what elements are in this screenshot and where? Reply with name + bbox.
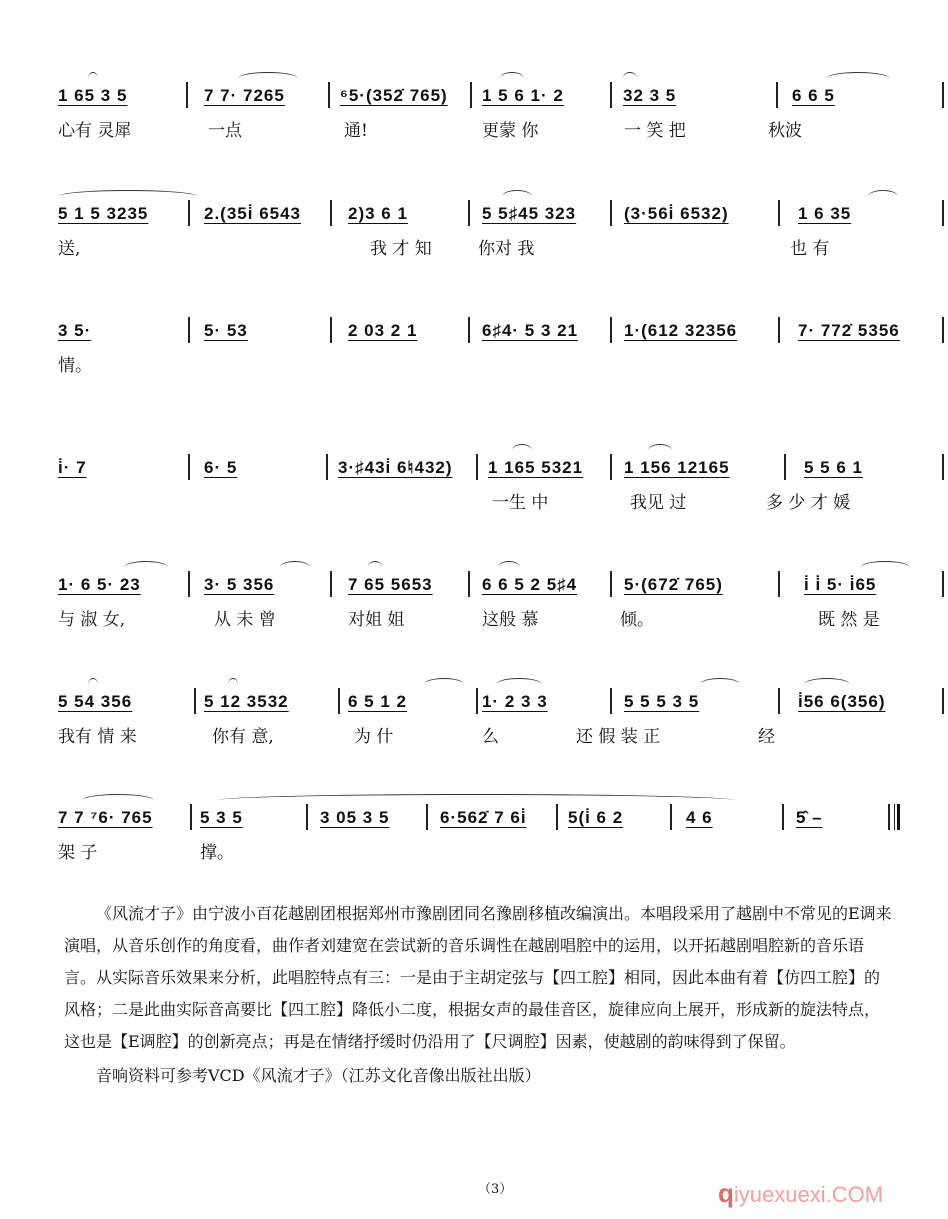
lyric-text: 与 淑 女, bbox=[58, 610, 126, 630]
lyric-text: 你有 意, bbox=[212, 727, 274, 747]
barline bbox=[188, 454, 190, 480]
note-group: 1 5 6 1· 2 bbox=[482, 86, 564, 105]
note-group: 3· 5 356 bbox=[204, 575, 275, 594]
note-group: 1 65 3 5 bbox=[58, 86, 128, 105]
slur-mark bbox=[228, 678, 238, 691]
note-group: 5 5 6 1 bbox=[804, 458, 863, 477]
barline bbox=[942, 200, 944, 226]
lyric-text: 经 bbox=[758, 727, 775, 747]
barline bbox=[610, 82, 612, 108]
barline bbox=[942, 82, 944, 108]
slur-mark bbox=[700, 678, 740, 691]
slur-mark bbox=[424, 678, 464, 691]
barline bbox=[468, 571, 470, 597]
slur-mark bbox=[82, 794, 154, 807]
slur-mark bbox=[88, 72, 98, 85]
note-group: 3·♯43i̇ 6♮432) bbox=[338, 458, 453, 477]
lyric-text: 更蒙 你 bbox=[482, 121, 539, 141]
note-group: 2.(35i̇ 6543 bbox=[204, 204, 302, 223]
barline bbox=[188, 571, 190, 597]
slur-mark bbox=[512, 444, 532, 457]
note-group: 1· 6 5· 23 bbox=[58, 575, 141, 594]
staff-row bbox=[58, 794, 894, 840]
note-group: 5· 53 bbox=[204, 321, 248, 340]
slur-mark bbox=[648, 444, 672, 457]
note-group: 1 165 5321 bbox=[488, 458, 584, 477]
barline bbox=[476, 454, 478, 480]
slur-mark bbox=[280, 561, 310, 574]
barline bbox=[468, 317, 470, 343]
note-group: 7· 772̇ 5356 bbox=[798, 321, 900, 340]
barline bbox=[326, 454, 328, 480]
note-group: 32 3 5 bbox=[623, 86, 677, 105]
lyric-text: 秋波 bbox=[768, 121, 802, 141]
staff-row bbox=[58, 307, 900, 353]
note-group: 7 7 ⁷6· 765 bbox=[58, 808, 153, 827]
barline bbox=[190, 804, 192, 830]
barline bbox=[610, 571, 612, 597]
note-group: i̇56 6(356) bbox=[798, 692, 886, 711]
note-group: 1· 2 3 3 bbox=[482, 692, 548, 711]
barline bbox=[468, 200, 470, 226]
barline bbox=[330, 200, 332, 226]
barline bbox=[778, 688, 780, 714]
staff-row bbox=[58, 678, 894, 724]
barline bbox=[610, 317, 612, 343]
slur-mark bbox=[498, 561, 520, 574]
barline bbox=[888, 804, 890, 830]
note-group: 1·(612 32356 bbox=[624, 321, 738, 340]
barline bbox=[338, 688, 340, 714]
page-number: （3） bbox=[478, 1182, 513, 1197]
lyric-text: 我有 情 来 bbox=[58, 727, 137, 747]
lyric-text: 我 才 知 bbox=[370, 239, 432, 259]
slur-mark bbox=[368, 561, 382, 574]
note-group: 6 6 5 2 5♯4 bbox=[482, 575, 578, 594]
slur-mark bbox=[860, 561, 910, 574]
barline bbox=[476, 688, 478, 714]
barline bbox=[188, 200, 190, 226]
barline bbox=[188, 317, 190, 343]
lyric-text: 情。 bbox=[58, 356, 92, 376]
note-group: 6♯4· 5 3 21 bbox=[482, 321, 579, 340]
note-group: (3·56i̇ 6532) bbox=[624, 204, 729, 223]
slur-mark bbox=[216, 794, 736, 807]
note-group: 2 03 2 1 bbox=[348, 321, 418, 340]
note-group: 1 6 35 bbox=[798, 204, 852, 223]
note-group: 5 54 356 bbox=[58, 692, 133, 711]
watermark-text: iyuexuexi.COM bbox=[733, 1182, 884, 1207]
note-group: 6 6 5 bbox=[792, 86, 835, 105]
lyric-text: 还 假 装 正 bbox=[576, 727, 661, 747]
lyric-row bbox=[58, 234, 894, 264]
barline bbox=[330, 571, 332, 597]
lyric-row bbox=[58, 351, 894, 381]
lyric-text: 从 未 曾 bbox=[214, 610, 276, 630]
barline bbox=[778, 571, 780, 597]
note-group: 4 6 bbox=[686, 808, 713, 827]
note-group: 6· 5 bbox=[204, 458, 238, 477]
lyric-text: 心有 灵犀 bbox=[58, 121, 132, 141]
barline bbox=[610, 200, 612, 226]
barline bbox=[942, 688, 944, 714]
lyric-row bbox=[58, 116, 894, 146]
lyric-text: 一点 bbox=[208, 121, 242, 141]
lyric-text: 通! bbox=[344, 121, 368, 141]
commentary bbox=[64, 898, 894, 1092]
slur-mark bbox=[124, 561, 168, 574]
barline bbox=[556, 804, 558, 830]
note-group: i̇ i̇ 5· i̇65 bbox=[804, 575, 877, 594]
barline bbox=[470, 82, 472, 108]
note-group: 7 65 5653 bbox=[348, 575, 433, 594]
note-group: ⁶5·(352̇ 765) bbox=[340, 86, 448, 105]
note-group: 7 7· 7265 bbox=[204, 86, 285, 105]
note-group: 3 5· bbox=[58, 321, 92, 340]
barline bbox=[942, 571, 944, 597]
lyric-text: 么 bbox=[482, 727, 499, 747]
staff-row bbox=[58, 190, 894, 236]
lyric-text: 多 少 才 媛 bbox=[766, 493, 851, 513]
staff-row bbox=[58, 72, 894, 118]
slur-mark bbox=[238, 72, 298, 85]
final-barline bbox=[894, 804, 900, 830]
slur-mark bbox=[502, 190, 532, 203]
lyric-text: 架 子 bbox=[58, 843, 98, 863]
barline bbox=[610, 688, 612, 714]
barline bbox=[426, 804, 428, 830]
note-group: i̇· 7 bbox=[58, 458, 87, 477]
slur-mark bbox=[88, 678, 98, 691]
staff-row bbox=[58, 444, 894, 490]
note-group: 5 12 3532 bbox=[204, 692, 289, 711]
note-group: 3 05 3 5 bbox=[320, 808, 390, 827]
barline bbox=[942, 317, 944, 343]
note-group: 6·562̇ 7 6i̇ bbox=[440, 808, 527, 827]
lyric-text: 送, bbox=[58, 239, 81, 259]
slur-mark bbox=[826, 72, 890, 85]
lyric-text: 你对 我 bbox=[478, 239, 535, 259]
slur-mark bbox=[496, 678, 542, 691]
note-group: 5 1 5 3235 bbox=[58, 204, 149, 223]
barline bbox=[778, 317, 780, 343]
barline bbox=[328, 82, 330, 108]
slur-mark bbox=[58, 190, 198, 203]
watermark bbox=[718, 1178, 883, 1209]
barline bbox=[306, 804, 308, 830]
barline bbox=[330, 317, 332, 343]
lyric-text: 既 然 是 bbox=[818, 610, 880, 630]
note-group: 1 156 12165 bbox=[624, 458, 730, 477]
note-group: 2)3 6 1 bbox=[348, 204, 408, 223]
slur-mark bbox=[500, 72, 524, 85]
slur-mark bbox=[623, 72, 637, 85]
lyric-row bbox=[58, 722, 894, 752]
staff-row bbox=[58, 561, 894, 607]
lyric-text: 倾。 bbox=[620, 610, 654, 630]
barline bbox=[782, 804, 784, 830]
watermark-logo-icon: q bbox=[718, 1178, 734, 1208]
lyric-row bbox=[58, 488, 894, 518]
barline bbox=[776, 82, 778, 108]
lyric-text: 撑。 bbox=[200, 843, 234, 863]
slur-mark bbox=[868, 190, 898, 203]
slur-mark bbox=[804, 678, 850, 691]
barline bbox=[942, 454, 944, 480]
note-group: 5 5 5 3 5 bbox=[624, 692, 700, 711]
note-group: 5 3 5 bbox=[200, 808, 243, 827]
note-group: 5 5♯45 323 bbox=[482, 204, 577, 223]
lyric-text: 一生 中 bbox=[492, 493, 549, 513]
commentary-paragraph: 《风流才子》由宁波小百花越剧团根据郑州市豫剧团同名豫剧移植改编演出。本唱段采用了越剧中不常见的E调来演唱，从音乐创作的角度看，曲作者刘建宽在尝试新的音乐调性在越剧唱腔中的运用，以开拓越剧唱腔新的音乐语言。从实际音乐效果来分析，此唱腔特点有三：一是由于主胡定弦与【四工腔】相同，因此本曲有着【仿四工腔】的风格；二是此曲实际音高要比【四工腔】降低小二度，根据女声的最佳音区，旋律应向上展开，形成新的旋法特点，这也是【E调腔】的创新亮点；再是在情绪抒缓时仍沿用了【尺调腔】因素，使越剧的韵味得到了保留。 bbox=[64, 904, 892, 1051]
lyric-row bbox=[58, 605, 894, 635]
barline bbox=[778, 200, 780, 226]
note-group: 5·(672̇ 765) bbox=[624, 575, 723, 594]
barline bbox=[670, 804, 672, 830]
lyric-text: 一 笑 把 bbox=[624, 121, 686, 141]
lyric-text: 我见 过 bbox=[630, 493, 687, 513]
barline bbox=[194, 688, 196, 714]
note-group: 5̂ – bbox=[796, 808, 823, 827]
barline bbox=[610, 454, 612, 480]
lyric-text: 这般 慕 bbox=[482, 610, 539, 630]
barline bbox=[186, 82, 188, 108]
lyric-text: 为 什 bbox=[354, 727, 394, 747]
note-group: 6 5 1 2 bbox=[348, 692, 407, 711]
lyric-text: 对姐 姐 bbox=[348, 610, 405, 630]
barline bbox=[784, 454, 786, 480]
lyric-row bbox=[58, 838, 894, 868]
note-group: 5(i̇ 6 2 bbox=[568, 808, 624, 827]
lyric-text: 也 有 bbox=[790, 239, 830, 259]
audio-reference: 音响资料可参考VCD《风流才子》（江苏文化音像出版社出版） bbox=[96, 1066, 541, 1085]
